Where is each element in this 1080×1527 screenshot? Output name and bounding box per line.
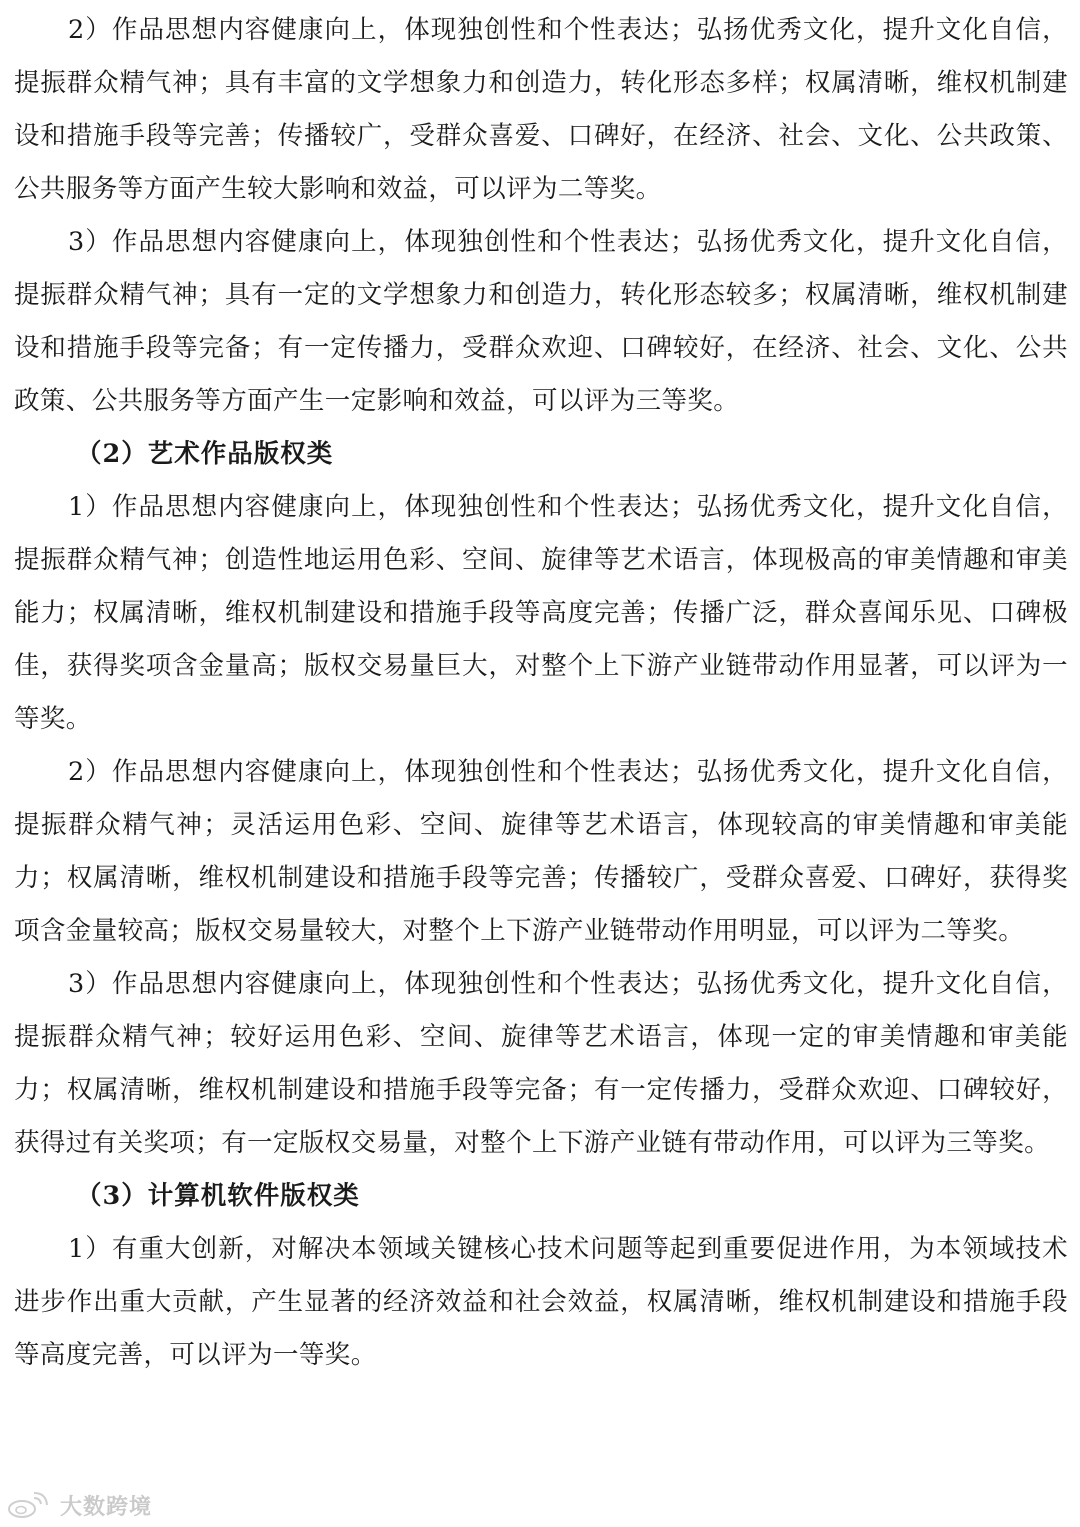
paragraph-art-2: 2）作品思想内容健康向上，体现独创性和个性表达；弘扬优秀文化，提升文化自信，提振群众精气神；灵活运用色彩、空间、旋律等艺术语言，体现较高的审美情趣和审美能力；权属清晰，维权机制建设和措施手段等完善；传播较广，受群众喜爱、口碑好，获得奖项含金量较高；版权交易量较大，对整个上下游产业链带动作用明显，可以评为二等奖。 xyxy=(14,757,1068,946)
watermark-text: 大数跨境 xyxy=(60,1495,153,1520)
paragraph-software-1: 1）有重大创新，对解决本领域关键核心技术问题等起到重要促进作用，为本领域技术进步作出重大贡献，产生显著的经济效益和社会效益，权属清晰，维权机制建设和措施手段等高度完善，可以评为一等奖。 xyxy=(14,1234,1068,1370)
section-heading-software: （3）计算机软件版权类 xyxy=(76,1181,360,1211)
document-page xyxy=(14,4,1068,1382)
weibo-icon xyxy=(6,1492,54,1520)
watermark xyxy=(6,1490,152,1521)
paragraph-literary-2: 2）作品思想内容健康向上，体现独创性和个性表达；弘扬优秀文化，提升文化自信，提振群众精气神；具有丰富的文学想象力和创造力，转化形态多样；权属清晰，维权机制建设和措施手段等完善；传播较广，受群众喜爱、口碑好，在经济、社会、文化、公共政策、公共服务等方面产生较大影响和效益，可以评为二等奖。 xyxy=(14,15,1068,204)
section-heading-art: （2）艺术作品版权类 xyxy=(76,439,334,469)
paragraph-art-3: 3）作品思想内容健康向上，体现独创性和个性表达；弘扬优秀文化，提升文化自信，提振群众精气神；较好运用色彩、空间、旋律等艺术语言，体现一定的审美情趣和审美能力；权属清晰，维权机制建设和措施手段等完备；有一定传播力，受群众欢迎、口碑较好，获得过有关奖项；有一定版权交易量，对整个上下游产业链有带动作用，可以评为三等奖。 xyxy=(14,969,1068,1158)
paragraph-literary-3: 3）作品思想内容健康向上，体现独创性和个性表达；弘扬优秀文化，提升文化自信，提振群众精气神；具有一定的文学想象力和创造力，转化形态较多；权属清晰，维权机制建设和措施手段等完备；有一定传播力，受群众欢迎、口碑较好，在经济、社会、文化、公共政策、公共服务等方面产生一定影响和效益，可以评为三等奖。 xyxy=(14,227,1068,416)
paragraph-art-1: 1）作品思想内容健康向上，体现独创性和个性表达；弘扬优秀文化，提升文化自信，提振群众精气神；创造性地运用色彩、空间、旋律等艺术语言，体现极高的审美情趣和审美能力；权属清晰，维权机制建设和措施手段等高度完善；传播广泛，群众喜闻乐见、口碑极佳，获得奖项含金量高；版权交易量巨大，对整个上下游产业链带动作用显著，可以评为一等奖。 xyxy=(14,492,1068,734)
